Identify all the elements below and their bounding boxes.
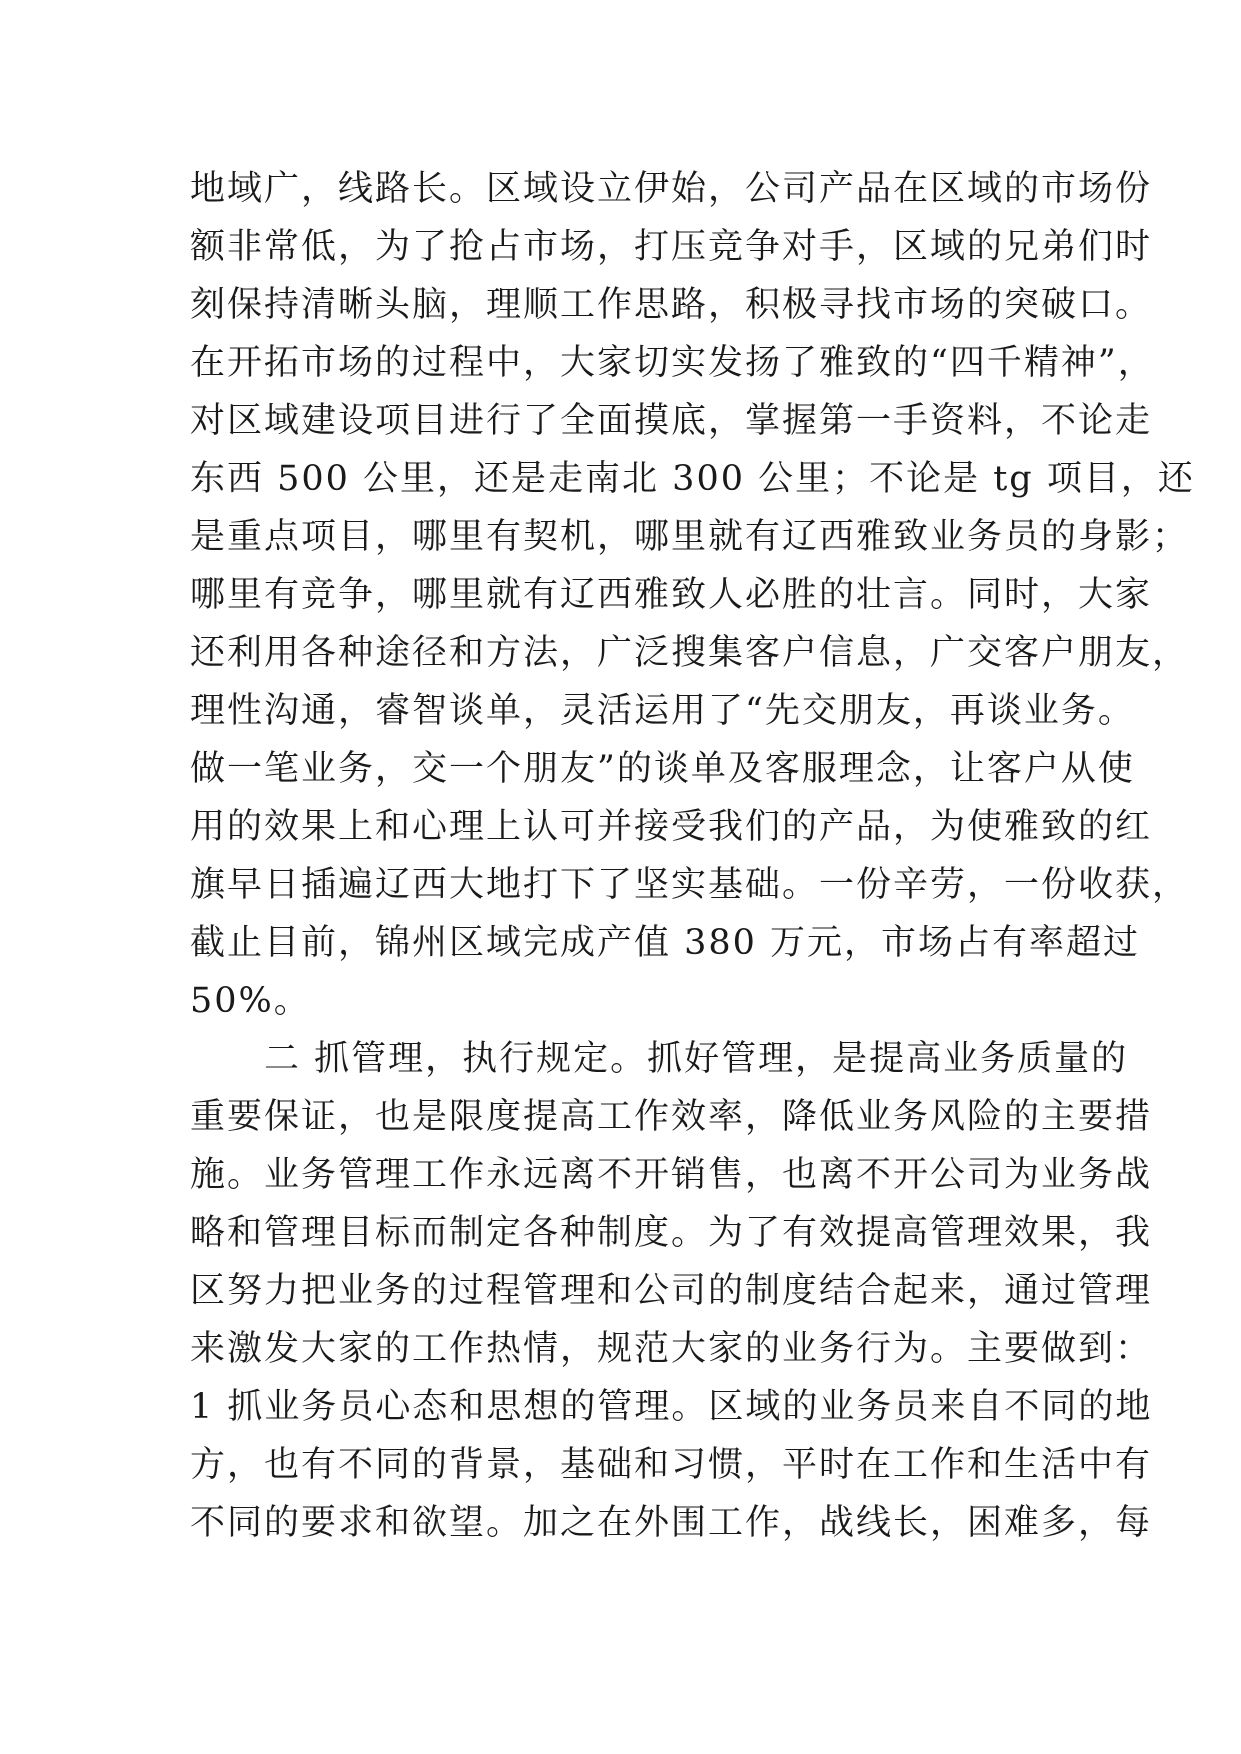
text-line: 来激发大家的工作热情，规范大家的业务行为。主要做到： — [190, 1329, 1153, 1369]
text-line: 做一笔业务，交一个朋友”的谈单及客服理念，让客户从使 — [190, 749, 1135, 789]
text-line: 哪里有竞争，哪里就有辽西雅致人必胜的壮言。同时，大家 — [190, 575, 1153, 615]
text-line: 额非常低，为了抢占市场，打压竞争对手，区域的兄弟们时 — [190, 227, 1153, 267]
section-heading-line: 二 抓管理，执行规定。抓好管理，是提高业务质量的 — [190, 1039, 1129, 1079]
text-line: 用的效果上和心理上认可并接受我们的产品，为使雅致的红 — [190, 807, 1153, 847]
text-line: 东西 500 公里，还是走南北 300 公里；不论是 tg 项目，还 — [190, 459, 1195, 499]
text-line: 略和管理目标而制定各种制度。为了有效提高管理效果，我 — [190, 1213, 1153, 1253]
text-line: 施。业务管理工作永远离不开销售，也离不开公司为业务战 — [190, 1155, 1153, 1195]
text-line: 地域广，线路长。区域设立伊始，公司产品在区域的市场份 — [190, 169, 1153, 209]
text-line: 1 抓业务员心态和思想的管理。区域的业务员来自不同的地 — [190, 1387, 1153, 1427]
text-line: 截止目前，锦州区域完成产值 380 万元，市场占有率超过 — [190, 923, 1141, 963]
text-line: 对区域建设项目进行了全面摸底，掌握第一手资料，不论走 — [190, 401, 1153, 441]
text-line: 在开拓市场的过程中，大家切实发扬了雅致的“四千精神”， — [190, 343, 1155, 383]
text-line: 不同的要求和欲望。加之在外围工作，战线长，困难多，每 — [190, 1503, 1153, 1543]
text-line: 理性沟通，睿智谈单，灵活运用了“先交朋友，再谈业务。 — [190, 691, 1135, 731]
text-line: 是重点项目，哪里有契机，哪里就有辽西雅致业务员的身影； — [190, 517, 1190, 557]
text-line: 重要保证，也是限度提高工作效率，降低业务风险的主要措 — [190, 1097, 1153, 1137]
text-line: 方，也有不同的背景，基础和习惯，平时在工作和生活中有 — [190, 1445, 1153, 1485]
text-line: 刻保持清晰头脑，理顺工作思路，积极寻找市场的突破口。 — [190, 285, 1153, 325]
text-line: 还利用各种途径和方法，广泛搜集客户信息，广交客户朋友， — [190, 633, 1190, 673]
text-line: 旗早日插遍辽西大地打下了坚实基础。一份辛劳，一份收获， — [190, 865, 1190, 905]
text-line: 50%。 — [190, 981, 311, 1021]
text-line: 区努力把业务的过程管理和公司的制度结合起来，通过管理 — [190, 1271, 1153, 1311]
body-text — [190, 160, 1195, 1552]
